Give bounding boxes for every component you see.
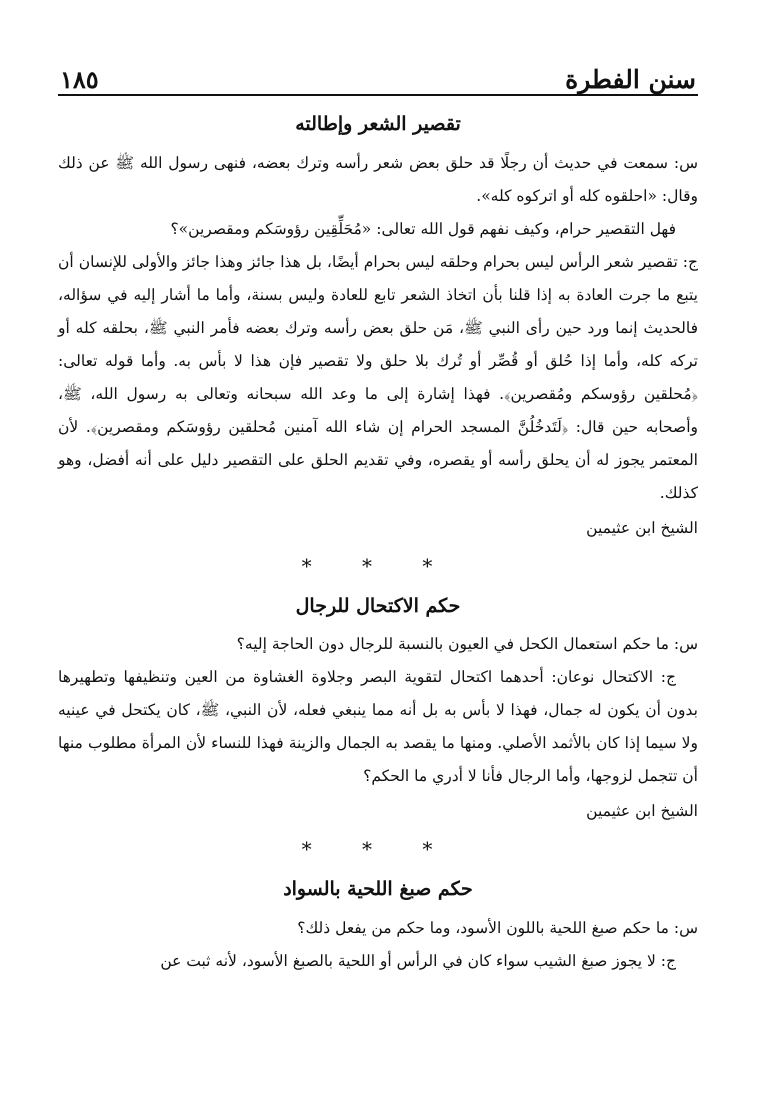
section-title: حكم الاكتحال للرجال xyxy=(295,594,461,617)
section-title: حكم صبغ اللحية بالسواد xyxy=(283,878,473,901)
answer: ج: الاكتحال نوعان: أحدهما اكتحال لتقوية البصر وجلاوة الغشاوة من العين وتنظيفها وتطهيرها بدون أن يكون له جمال، فهذا لا بأس به بل أنه مما ينبغي فعله، لأن النبي، ﷺ، كان يكتحل في عينيه ولا سيما إذا كان بالأثمد الأصلي. ومنها ما يقصد به الجمال والزينة فهذا للنساء لأن المرأة مطلوب منها أن تتجمل لزوجها، وأما الرجال فأنا لا أدري ما الحكم؟ xyxy=(58,668,698,786)
page xyxy=(58,56,698,978)
answer: ج: تقصير شعر الرأس ليس بحرام وحلقه ليس بحرام أيضًا، بل هذا جائز وهذا جائز والأولى للإنسان أن يتبع ما جرت العادة به إذا قلنا بأن اتخاذ الشعر تابع للعادة وليس بسنة، وأما ما أشار إليه في سؤاله، فالحديث إنما ورد حين رأى النبي ﷺ، مَن حلق بعض رأسه وترك بعضه فأمر النبي ﷺ، بحلقه كله أو تركه كله، وأما إذا حُلق أو قُصِّر أو تُرك بلا حلق ولا تقصير فإن هذا لا بأس به. وأما قوله تعالى: ﴿مُحلقين رؤوسكم ومُقصرين﴾. فهذا إشارة إلى ما وعد الله سبحانه وتعالى به رسول الله، ﷺ، وأصحابه حين قال: ﴿لَتَدخُلُنَّ المسجد الحرام إن شاء الله آمنين مُحلقين رؤوسَكم ومقصرين﴾. لأن المعتمر يجوز له أن يحلق رأسه أو يقصره، وفي تقديم الحلق على التقصير دليل على أنه أفضل، وهو كذلك. xyxy=(58,252,698,502)
running-header xyxy=(58,56,698,96)
question-continuation: فهل التقصير حرام، وكيف نفهم قول الله تعالى: «مُحَلِّقِين رؤوسَكم ومقصرين»؟ xyxy=(170,219,676,238)
book-title: سنن الفطرة xyxy=(565,65,696,94)
question: س: سمعت في حديث أن رجلًا قد حلق بعض شعر رأسه وترك بعضه، فنهى رسول الله ﷺ عن ذلك وقال: «احلقوه كله أو اتركوه كله». xyxy=(58,153,698,205)
signature: الشيخ ابن عثيمين xyxy=(586,518,698,537)
question: س: ما حكم صبغ اللحية باللون الأسود، وما حكم من يفعل ذلك؟ xyxy=(297,919,698,938)
separator: * * * xyxy=(301,553,455,578)
question: س: ما حكم استعمال الكحل في العيون بالنسبة للرجال دون الحاجة إليه؟ xyxy=(236,635,698,654)
answer: ج: لا يجوز صبغ الشيب سواء كان في الرأس أو اللحية بالصبغ الأسود، لأنه ثبت عن xyxy=(160,952,676,971)
page-number: ١٨٥ xyxy=(60,65,99,94)
separator: * * * xyxy=(301,837,455,862)
section-title: تقصير الشعر وإطالته xyxy=(295,113,461,135)
signature: الشيخ ابن عثيمين xyxy=(586,802,698,821)
